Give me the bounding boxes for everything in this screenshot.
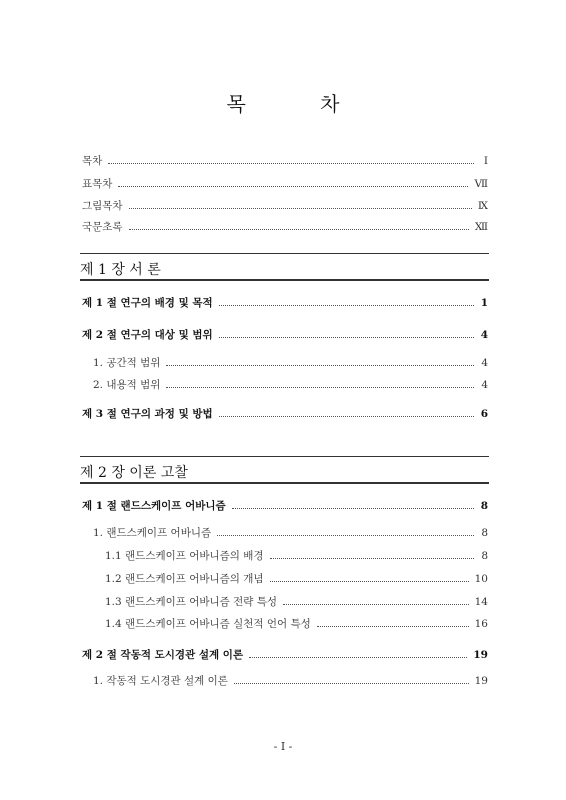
toc-entry-label: 제 1 절 랜드스케이프 어바니즘 <box>82 500 226 512</box>
chapter-rule-top <box>80 253 489 254</box>
toc-entry-label: 제 3 절 연구의 과정 및 방법 <box>82 408 213 420</box>
toc-subsection-1-2-1[interactable] <box>93 355 488 370</box>
toc-entry-page: 4 <box>480 329 488 341</box>
leader-dots <box>166 364 474 366</box>
toc-entry-front-1[interactable] <box>82 153 488 168</box>
leader-dots <box>234 682 469 684</box>
chapter-2-heading <box>80 456 489 486</box>
toc-subsubsection-2-1-1-4[interactable] <box>105 616 488 631</box>
toc-section-2-1[interactable] <box>82 498 488 513</box>
toc-entry-page: Ⅶ <box>474 178 488 190</box>
leader-dots <box>249 656 467 658</box>
toc-entry-label: 그림목차 <box>82 200 123 212</box>
toc-entry-front-3[interactable] <box>82 198 488 213</box>
leader-dots <box>283 603 469 605</box>
toc-entry-label: 목차 <box>82 155 103 167</box>
toc-entry-page: 8 <box>481 527 488 539</box>
toc-entry-label: 1.2 랜드스케이프 어바니즘의 개념 <box>105 573 264 585</box>
leader-dots <box>219 304 474 306</box>
toc-section-2-2[interactable] <box>82 647 488 662</box>
toc-subsection-1-2-2[interactable] <box>93 377 488 392</box>
toc-entry-front-4[interactable] <box>82 219 488 234</box>
toc-entry-page: 8 <box>481 550 488 562</box>
toc-entry-page: 1 <box>480 297 488 309</box>
leader-dots <box>129 207 472 209</box>
toc-entry-label: 1.3 랜드스케이프 어바니즘 전략 특성 <box>105 596 278 608</box>
toc-entry-label: 제 1 절 연구의 배경 및 목적 <box>82 297 213 309</box>
toc-entry-label: 1.4 랜드스케이프 어바니즘 실천적 언어 특성 <box>105 618 311 630</box>
toc-subsubsection-2-1-1-3[interactable] <box>105 594 488 609</box>
toc-entry-page: 14 <box>474 596 488 608</box>
chapter-title: 제 2 장 이론 고찰 <box>80 465 188 481</box>
toc-subsubsection-2-1-1-1[interactable] <box>105 548 488 563</box>
toc-entry-label: 1. 작동적 도시경관 설계 이론 <box>93 675 228 687</box>
chapter-rule-bottom <box>80 279 489 281</box>
leader-dots <box>118 185 468 187</box>
page-title: 목 차 <box>226 92 374 116</box>
toc-entry-page: Ⅸ <box>477 200 488 212</box>
chapter-1-heading <box>80 253 489 283</box>
toc-section-1-2[interactable] <box>82 327 488 342</box>
toc-subsection-2-1-1[interactable] <box>93 525 488 540</box>
toc-entry-label: 제 2 절 연구의 대상 및 범위 <box>82 329 213 341</box>
toc-entry-label: 1.1 랜드스케이프 어바니즘의 배경 <box>105 550 264 562</box>
toc-entry-label: 1. 랜드스케이프 어바니즘 <box>93 527 212 539</box>
leader-dots <box>129 228 469 230</box>
leader-dots <box>270 557 474 559</box>
toc-entry-page: 19 <box>473 649 488 661</box>
toc-entry-page: 4 <box>481 379 488 391</box>
toc-entry-page: 4 <box>481 357 488 369</box>
toc-entry-page: 8 <box>480 500 488 512</box>
chapter-rule-bottom <box>80 482 489 484</box>
chapter-rule-top <box>80 456 489 457</box>
toc-entry-label: 2. 내용적 범위 <box>93 379 161 391</box>
toc-subsubsection-2-1-1-2[interactable] <box>105 571 488 586</box>
toc-entry-label: 국문초록 <box>82 221 123 233</box>
leader-dots <box>166 386 474 388</box>
leader-dots <box>219 336 474 338</box>
leader-dots <box>232 507 474 509</box>
toc-entry-page: 6 <box>480 408 488 420</box>
leader-dots <box>317 625 469 627</box>
leader-dots <box>270 580 469 582</box>
toc-entry-page: Ⅰ <box>483 155 488 167</box>
toc-entry-label: 표목차 <box>82 178 113 190</box>
toc-entry-page: Ⅻ <box>474 221 488 233</box>
toc-entry-front-2[interactable] <box>82 176 488 191</box>
toc-section-1-1[interactable] <box>82 295 488 310</box>
toc-entry-page: 10 <box>474 573 488 585</box>
leader-dots <box>217 534 474 536</box>
toc-entry-page: 19 <box>474 675 488 687</box>
leader-dots <box>108 162 474 164</box>
toc-entry-page: 16 <box>474 618 488 630</box>
toc-entry-label: 제 2 절 작동적 도시경관 설계 이론 <box>82 649 244 661</box>
page-number-footer: - Ⅰ - <box>273 740 293 753</box>
toc-entry-label: 1. 공간적 범위 <box>93 357 161 369</box>
toc-subsection-2-2-1[interactable] <box>93 673 488 688</box>
leader-dots <box>219 415 474 417</box>
toc-section-1-3[interactable] <box>82 406 488 421</box>
chapter-title: 제 1 장 서 론 <box>80 262 161 278</box>
